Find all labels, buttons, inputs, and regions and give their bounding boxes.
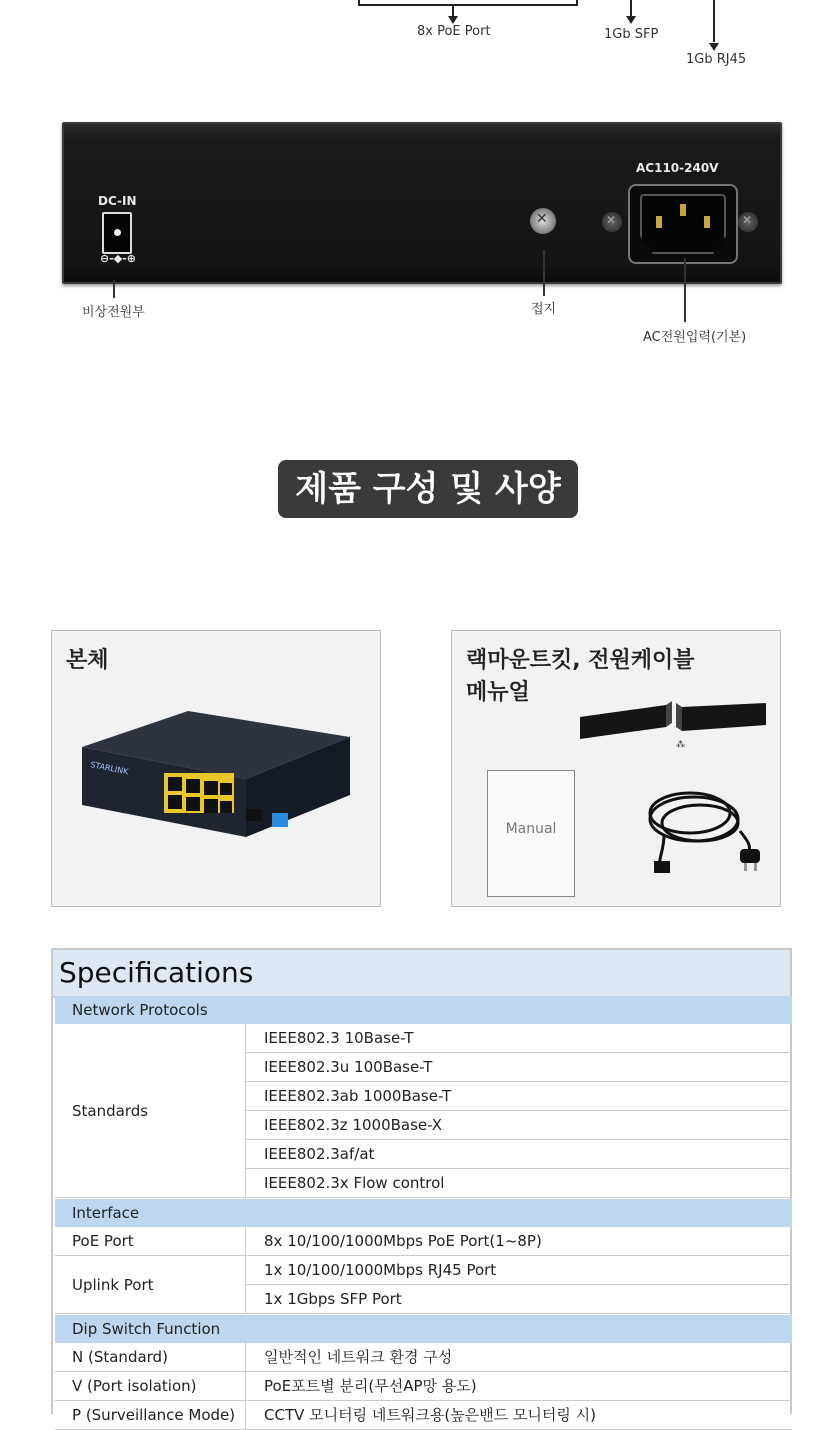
card-accessories: [451, 630, 781, 907]
back-panel-image: [62, 122, 782, 284]
dip-row-label: P (Surveillance Mode): [55, 1401, 246, 1430]
ac-inlet: [628, 184, 738, 264]
section-title: 제품 구성 및 사양: [278, 460, 578, 518]
accessories-title-line2: 메뉴얼: [466, 680, 530, 705]
poe-port-label: 8x PoE Port: [417, 24, 491, 39]
ground-callout-line: [543, 250, 545, 296]
poe-port-row-label: PoE Port: [55, 1227, 246, 1256]
standard-item: IEEE802.3x Flow control: [246, 1169, 792, 1198]
ac-input-label: AC전원입력(기본): [643, 330, 747, 345]
card-main-unit-title: 본체: [66, 648, 109, 673]
rj45-arrow-line: [713, 0, 715, 42]
ac-callout-line: [684, 258, 686, 322]
brand-logo: STARLINK: [89, 760, 130, 777]
dc-polarity-icon: ⊖-◆-⊕: [100, 252, 137, 265]
dc-in-jack: [102, 212, 132, 254]
section-dip-switch: Dip Switch Function: [55, 1315, 792, 1343]
specifications-table: [51, 948, 792, 998]
ground-screw-icon: [530, 208, 556, 234]
standard-item: IEEE802.3ab 1000Base-T: [246, 1082, 792, 1111]
standard-item: IEEE802.3af/at: [246, 1140, 792, 1169]
uplink-value: 1x 1Gbps SFP Port: [246, 1285, 792, 1314]
dip-row-value: PoE포트별 분리(무선AP망 용도): [246, 1372, 792, 1401]
section-network-protocols: Network Protocols: [55, 996, 792, 1024]
screws-icon: ⁂: [676, 740, 685, 750]
power-cable-image: [644, 777, 774, 887]
rj45-label: 1Gb RJ45: [686, 52, 747, 67]
standard-item: IEEE802.3z 1000Base-X: [246, 1111, 792, 1140]
specifications-title: Specifications: [51, 948, 792, 998]
sfp-arrow-head: [626, 16, 636, 24]
dip-row-value: CCTV 모니터링 네트워크용(높은밴드 모니터링 시): [246, 1401, 792, 1430]
card-main-unit: [51, 630, 381, 907]
accessories-title-line1: 랙마운트킷, 전원케이블: [466, 648, 695, 673]
rack-mount-kit-image: [576, 699, 772, 759]
manual-label: Manual: [505, 821, 557, 837]
uplink-value: 1x 10/100/1000Mbps RJ45 Port: [246, 1256, 792, 1285]
dc-in-label: DC-IN: [98, 194, 137, 208]
switch-product-image: [78, 709, 358, 849]
specifications-body: [51, 996, 792, 1424]
standards-label: Standards: [55, 1024, 246, 1198]
emergency-power-label: 비상전원부: [82, 305, 145, 320]
dip-row-value: 일반적인 네트워크 환경 구성: [246, 1343, 792, 1372]
sfp-label: 1Gb SFP: [604, 27, 659, 42]
front-diagram-bracket: [358, 0, 578, 6]
screw-right-icon: [738, 212, 758, 232]
poe-port-row-value: 8x 10/100/1000Mbps PoE Port(1~8P): [246, 1227, 792, 1256]
rj45-arrow-head: [709, 43, 719, 51]
standard-item: IEEE802.3 10Base-T: [246, 1024, 792, 1053]
manual-booklet: [487, 770, 575, 897]
dip-row-label: V (Port isolation): [55, 1372, 246, 1401]
ground-label: 접지: [531, 302, 557, 317]
emergency-callout-line: [113, 280, 115, 298]
ac-voltage-label: AC110-240V: [636, 161, 719, 175]
standard-item: IEEE802.3u 100Base-T: [246, 1053, 792, 1082]
section-interface: Interface: [55, 1199, 792, 1227]
poe-arrow-head: [448, 16, 458, 24]
uplink-port-label: Uplink Port: [55, 1256, 246, 1314]
screw-left-icon: [602, 212, 622, 232]
dip-row-label: N (Standard): [55, 1343, 246, 1372]
